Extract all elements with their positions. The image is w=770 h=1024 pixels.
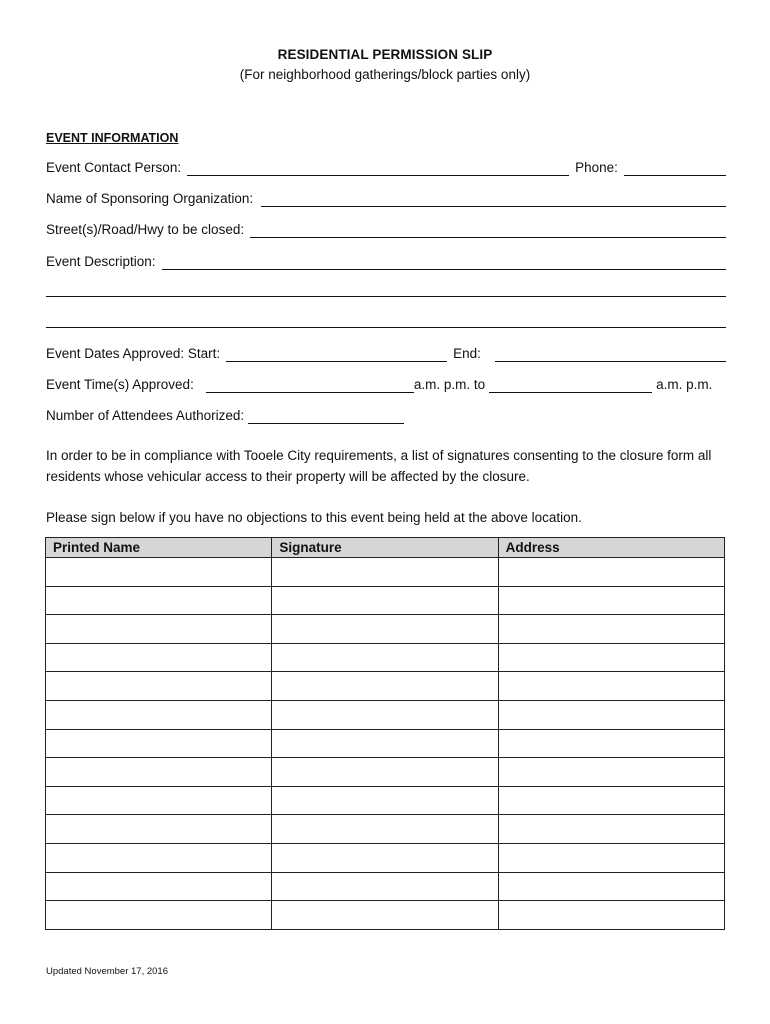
description-field-line-2[interactable]	[46, 296, 726, 297]
table-row	[46, 700, 725, 729]
address-cell[interactable]	[498, 872, 724, 901]
table-row	[46, 901, 725, 930]
streets-closed-label: Street(s)/Road/Hwy to be closed:	[46, 222, 245, 237]
contact-person-field[interactable]	[187, 160, 569, 176]
printed-name-cell[interactable]	[46, 758, 272, 787]
footer-updated-date: Updated November 17, 2016	[46, 966, 168, 977]
printed-name-cell[interactable]	[46, 901, 272, 930]
signature-table-header	[46, 538, 725, 558]
signature-cell[interactable]	[272, 643, 498, 672]
table-row	[46, 843, 725, 872]
address-cell[interactable]	[498, 643, 724, 672]
address-cell[interactable]	[498, 586, 724, 615]
signature-cell[interactable]	[272, 729, 498, 758]
description-field-line-3[interactable]	[46, 327, 726, 328]
signature-table	[45, 537, 725, 930]
signature-cell[interactable]	[272, 815, 498, 844]
signature-cell[interactable]	[272, 558, 498, 587]
times-start-field[interactable]	[206, 377, 414, 393]
signature-cell[interactable]	[272, 901, 498, 930]
sponsoring-org-row	[46, 187, 726, 207]
attendees-row	[46, 404, 726, 424]
dates-end-field[interactable]	[495, 346, 726, 362]
address-cell[interactable]	[498, 786, 724, 815]
dates-end-label: End:	[453, 346, 481, 361]
table-row	[46, 643, 725, 672]
compliance-paragraph: In order to be in compliance with Tooele City requirements, a list of signatures consenting to the closure form all residents whose vehicular access to their property will be affected by the closure.	[46, 448, 712, 484]
table-row	[46, 758, 725, 787]
document-title: RESIDENTIAL PERMISSION SLIP	[277, 47, 493, 62]
printed-name-cell[interactable]	[46, 815, 272, 844]
signature-cell[interactable]	[272, 672, 498, 701]
table-row	[46, 872, 725, 901]
printed-name-cell[interactable]	[46, 615, 272, 644]
streets-closed-field[interactable]	[250, 222, 726, 238]
document-subtitle: (For neighborhood gatherings/block parties only)	[239, 67, 531, 82]
event-information-heading: EVENT INFORMATION	[46, 131, 179, 145]
contact-person-label: Event Contact Person:	[46, 160, 182, 175]
address-cell[interactable]	[498, 901, 724, 930]
address-cell[interactable]	[498, 729, 724, 758]
phone-field[interactable]	[624, 160, 726, 176]
times-end-field[interactable]	[489, 377, 652, 393]
table-row	[46, 815, 725, 844]
table-row	[46, 786, 725, 815]
address-cell[interactable]	[498, 758, 724, 787]
printed-name-cell[interactable]	[46, 729, 272, 758]
address-cell[interactable]	[498, 615, 724, 644]
address-cell[interactable]	[498, 815, 724, 844]
table-row	[46, 615, 725, 644]
signature-cell[interactable]	[272, 872, 498, 901]
address-cell[interactable]	[498, 558, 724, 587]
signature-cell[interactable]	[272, 615, 498, 644]
attendees-field[interactable]	[248, 408, 404, 424]
address-header: Address	[498, 538, 724, 558]
contact-row	[46, 156, 726, 176]
printed-name-cell[interactable]	[46, 672, 272, 701]
table-row	[46, 558, 725, 587]
description-label: Event Description:	[46, 254, 156, 269]
signature-cell[interactable]	[272, 786, 498, 815]
signature-cell[interactable]	[272, 586, 498, 615]
printed-name-header: Printed Name	[46, 538, 272, 558]
table-row	[46, 729, 725, 758]
signature-cell[interactable]	[272, 758, 498, 787]
description-field-line-1[interactable]	[162, 254, 726, 270]
printed-name-cell[interactable]	[46, 700, 272, 729]
times-row	[46, 373, 726, 393]
signature-header: Signature	[272, 538, 498, 558]
dates-row	[46, 342, 726, 362]
dates-start-label: Event Dates Approved: Start:	[46, 346, 221, 361]
signature-cell[interactable]	[272, 700, 498, 729]
phone-label: Phone:	[575, 160, 618, 175]
address-cell[interactable]	[498, 672, 724, 701]
printed-name-cell[interactable]	[46, 872, 272, 901]
times-label: Event Time(s) Approved:	[46, 377, 194, 392]
table-row	[46, 586, 725, 615]
streets-row	[46, 218, 726, 238]
printed-name-cell[interactable]	[46, 786, 272, 815]
dates-start-field[interactable]	[226, 346, 447, 362]
signature-cell[interactable]	[272, 843, 498, 872]
address-cell[interactable]	[498, 843, 724, 872]
ampm-label: a.m. p.m.	[656, 377, 713, 392]
printed-name-cell[interactable]	[46, 586, 272, 615]
printed-name-cell[interactable]	[46, 558, 272, 587]
printed-name-cell[interactable]	[46, 843, 272, 872]
sponsoring-org-field[interactable]	[261, 191, 726, 207]
attendees-label: Number of Attendees Authorized:	[46, 408, 245, 423]
description-row	[46, 250, 726, 270]
sign-instruction: Please sign below if you have no objections to this event being held at the above location.	[46, 510, 582, 525]
ampm-to-label: a.m. p.m. to	[413, 377, 486, 392]
sponsoring-org-label: Name of Sponsoring Organization:	[46, 191, 254, 206]
table-row	[46, 672, 725, 701]
address-cell[interactable]	[498, 700, 724, 729]
printed-name-cell[interactable]	[46, 643, 272, 672]
